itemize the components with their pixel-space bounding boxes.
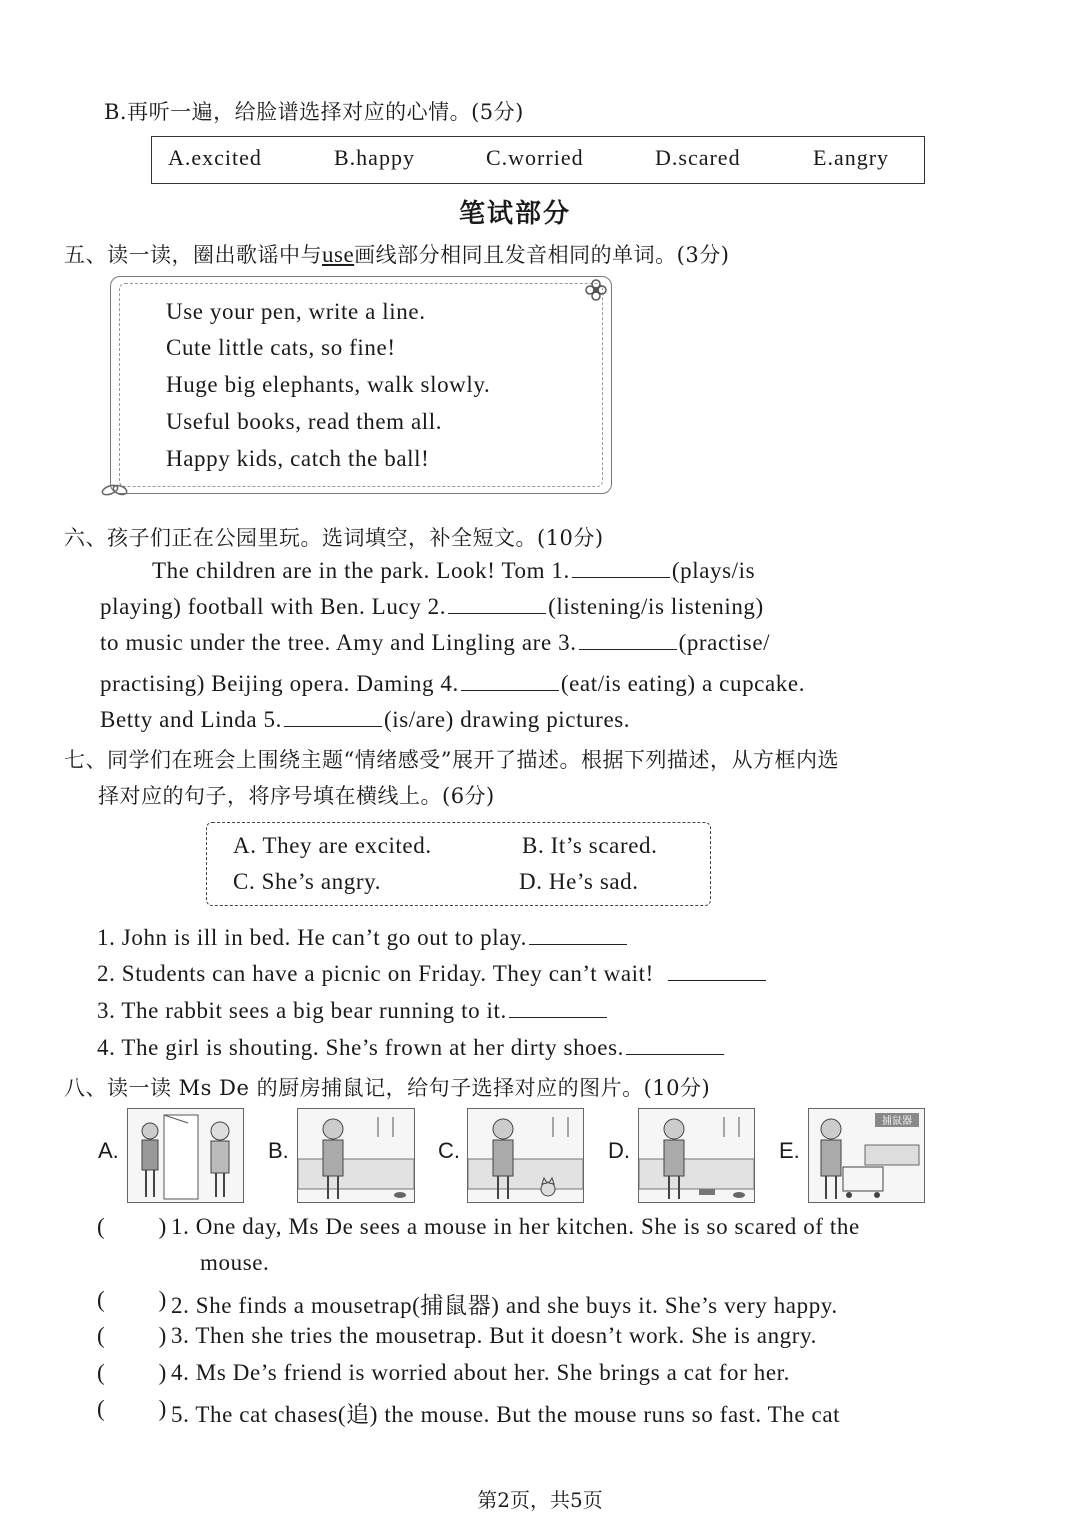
listen-b-heading: B.再听一遍，给脸谱选择对应的心情。(5分) (104, 100, 524, 124)
picture-c[interactable] (467, 1108, 584, 1203)
q7-option-a: A. They are excited. (233, 833, 432, 858)
chant-line: Use your pen, write a line. (166, 299, 426, 324)
kitchen-mouse-illustration (298, 1109, 414, 1202)
q7-prompt-line-2: 择对应的句子，将序号填在横线上。(6分) (98, 784, 495, 808)
q7-answer-blank-4[interactable] (626, 1036, 724, 1055)
picture-a[interactable] (127, 1108, 244, 1203)
kitchen-trap-illustration (639, 1109, 754, 1202)
mood-option-b: B.happy (334, 145, 415, 170)
q6-line-4: practising) Beijing opera. Daming 4. (eat/is eating) a cupcake. (100, 671, 806, 696)
flower-icon (585, 279, 607, 301)
q6-line-3: to music under the tree. Amy and Lingling are 3. (practise/ (100, 630, 771, 655)
kitchen-cat-illustration (468, 1109, 583, 1202)
q5-prompt: 五、读一读，圈出歌谣中与use画线部分相同且发音相同的单词。(3分) (64, 242, 730, 267)
q7-answer-blank-2[interactable] (668, 962, 766, 981)
q7-prompt-line-1: 七、同学们在班会上围绕主题“情绪感受”展开了描述。根据下列描述，从方框内选 (64, 748, 839, 772)
answer-blank-4[interactable] (461, 672, 559, 691)
mood-option-c: C.worried (486, 145, 584, 170)
q5-underlined-word: use (322, 242, 355, 267)
q6-line-1: The children are in the park. Look! Tom 1. (plays/is (152, 558, 756, 583)
q7-option-b: B. It’s scared. (522, 833, 658, 858)
q8-item-1-cont: mouse. (200, 1250, 270, 1275)
q6-prompt: 六、孩子们正在公园里玩。选词填空，补全短文。(10分) (64, 526, 604, 550)
picture-label-e: E. (779, 1138, 800, 1163)
picture-d[interactable] (638, 1108, 755, 1203)
q8-item-1: 1. One day, Ms De sees a mouse in her kitchen. She is so scared of the (171, 1214, 860, 1239)
answer-paren-1[interactable]: ( ) (97, 1214, 167, 1239)
answer-paren-5[interactable]: ( ) (97, 1396, 167, 1421)
mousetrap-sign: 捕鼠器 (882, 1116, 912, 1127)
q7-option-c: C. She’s angry. (233, 869, 382, 894)
q7-item-1: 1. John is ill in bed. He can’t go out to play. (97, 925, 629, 951)
q8-prompt: 八、读一读 Ms De 的厨房捕鼠记，给句子选择对应的图片。(10分) (64, 1076, 711, 1100)
mood-options-box (151, 136, 925, 184)
q7-item-3: 3. The rabbit sees a big bear running to it. (97, 998, 609, 1024)
door-visit-illustration (128, 1109, 243, 1202)
page-footer: 第2页，共5页 (477, 1488, 603, 1512)
answer-blank-5[interactable] (284, 708, 382, 727)
answer-blank-3[interactable] (579, 631, 677, 650)
q6-line-2: playing) football with Ben. Lucy 2. (listening/is listening) (100, 594, 764, 619)
q8-item-2: 2. She finds a mousetrap(捕鼠器) and she buys it. She’s very happy. (171, 1293, 838, 1318)
answer-blank-1[interactable] (572, 559, 670, 578)
mood-option-e: E.angry (813, 145, 890, 170)
q7-answer-blank-1[interactable] (529, 926, 627, 945)
q8-item-3: 3. Then she tries the mousetrap. But it doesn’t work. She is angry. (171, 1323, 817, 1348)
q7-option-d: D. He’s sad. (519, 869, 639, 894)
picture-b[interactable] (297, 1108, 415, 1203)
picture-label-a: A. (98, 1138, 119, 1163)
chant-line: Cute little cats, so fine! (166, 335, 396, 360)
chant-line: Happy kids, catch the ball! (166, 446, 430, 471)
picture-label-c: C. (438, 1138, 460, 1163)
q8-item-5: 5. The cat chases(追) the mouse. But the mouse runs so fast. The cat (171, 1402, 841, 1427)
chant-line: Huge big elephants, walk slowly. (166, 372, 491, 397)
answer-paren-2[interactable]: ( ) (97, 1287, 167, 1312)
shopping-illustration (809, 1109, 924, 1202)
q7-item-2: 2. Students can have a picnic on Friday. They can’t wait! (97, 961, 768, 987)
picture-label-b: B. (268, 1138, 289, 1163)
answer-paren-3[interactable]: ( ) (97, 1323, 167, 1348)
picture-e[interactable] (808, 1108, 925, 1203)
q7-item-4: 4. The girl is shouting. She’s frown at her dirty shoes. (97, 1035, 726, 1061)
q7-options-box (206, 822, 711, 906)
chant-box (110, 276, 612, 494)
picture-label-d: D. (608, 1138, 630, 1163)
q7-answer-blank-3[interactable] (509, 999, 607, 1018)
chant-line: Useful books, read them all. (166, 409, 443, 434)
mood-option-a: A.excited (168, 145, 262, 170)
answer-blank-2[interactable] (448, 595, 546, 614)
section-title: 笔试部分 (458, 199, 571, 229)
mood-option-d: D.scared (655, 145, 741, 170)
q6-line-5: Betty and Linda 5. (is/are) drawing pictures. (100, 707, 631, 732)
answer-paren-4[interactable]: ( ) (97, 1360, 167, 1385)
leaf-icon (101, 481, 129, 499)
q8-item-4: 4. Ms De’s friend is worried about her. She brings a cat for her. (171, 1360, 790, 1385)
